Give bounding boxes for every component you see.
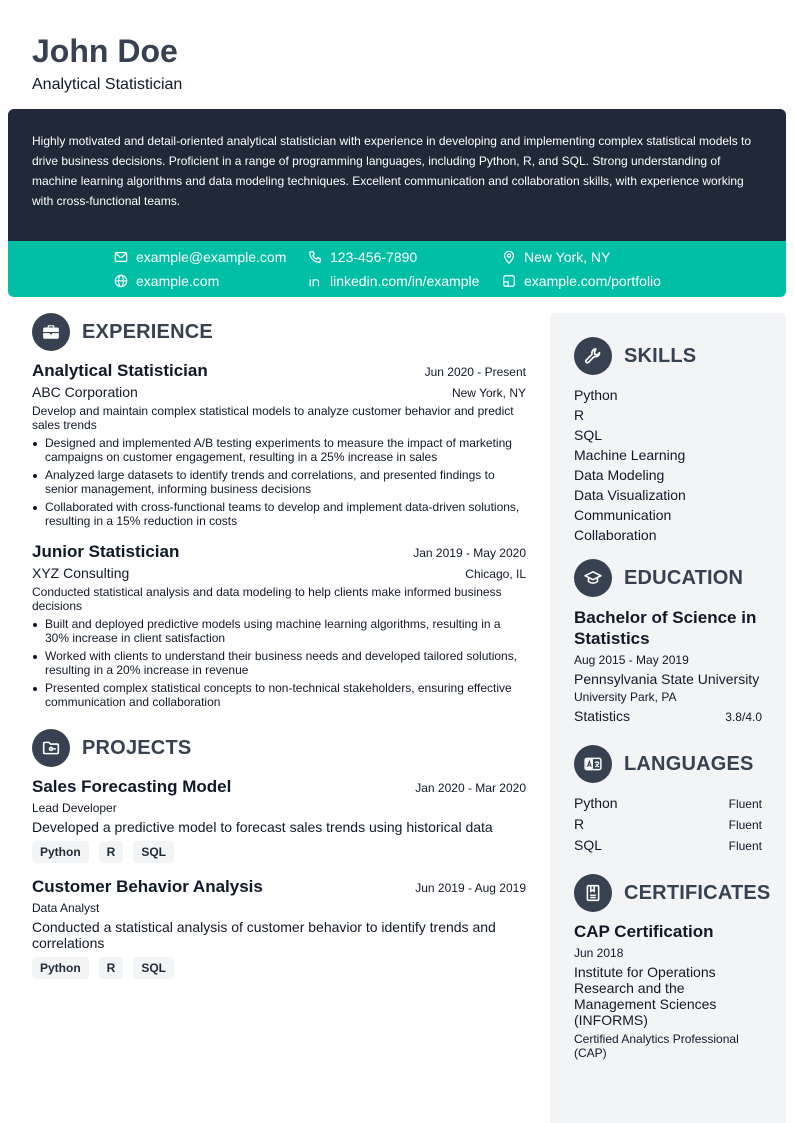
- language-name: SQL: [574, 837, 603, 853]
- project-description: Conducted a statistical analysis of customer behavior to identify trends and correlations: [32, 919, 496, 951]
- skill-item: SQL: [574, 427, 603, 443]
- language-row: [574, 835, 762, 856]
- bullet-item: Worked with clients to understand their business needs and developed tailored solutions, resulting in a 20% increase in revenue: [32, 649, 526, 677]
- briefcase-icon: [42, 323, 60, 341]
- certificate-icon: [584, 884, 602, 902]
- company-location: New York, NY: [451, 386, 526, 400]
- projects-heading: [32, 729, 526, 767]
- project-entry: [32, 877, 526, 979]
- folder-icon: [42, 739, 60, 757]
- project-role: Data Analyst: [32, 901, 100, 915]
- wrench-icon-badge: [574, 337, 612, 375]
- skill-item: Machine Learning: [574, 447, 686, 463]
- tag: SQL: [133, 841, 174, 863]
- project-role: Lead Developer: [32, 801, 117, 815]
- skill-item: Collaboration: [574, 527, 657, 543]
- education-date: Aug 2015 - May 2019: [574, 653, 689, 667]
- contact-bar: [8, 241, 786, 297]
- experience-entry: [32, 361, 526, 528]
- folder-icon-badge: [32, 729, 70, 767]
- person-name: John Doe: [32, 33, 178, 69]
- experience-title-text: Junior Statistician: [32, 542, 180, 561]
- certificate-issuer: Institute for Operations Research and the Management Sciences (INFORMS): [574, 964, 717, 1028]
- project-tags: [32, 841, 526, 863]
- degree: Bachelor of Science in Statistics: [574, 608, 757, 648]
- linkedin-icon: [308, 274, 322, 288]
- certificates-title: CERTIFICATES: [624, 881, 771, 904]
- company-location: Chicago, IL: [465, 567, 526, 581]
- experience-description: Conducted statistical analysis and data modeling to help clients make informed business decisions: [32, 585, 502, 613]
- education-entry: [574, 607, 762, 727]
- experience-date: Jun 2020 - Present: [424, 365, 526, 379]
- project-tags: [32, 957, 526, 979]
- language-name: R: [574, 816, 585, 832]
- skill-item: Python: [574, 387, 618, 403]
- certificate-entry: [574, 922, 762, 1060]
- sidebar-panel: [550, 313, 786, 1123]
- portfolio-icon: [502, 274, 516, 288]
- project-title: Sales Forecasting Model: [32, 777, 232, 796]
- certificate-date: Jun 2018: [574, 946, 624, 960]
- translate-icon-badge: [574, 745, 612, 783]
- experience-title: EXPERIENCE: [82, 320, 213, 343]
- gpa: 3.8/4.0: [725, 710, 762, 724]
- contact-linkedin[interactable]: [308, 271, 479, 291]
- project-description: Developed a predictive model to forecast sales trends using historical data: [32, 819, 493, 835]
- language-row: [574, 814, 762, 835]
- certificate-credential: Certified Analytics Professional (CAP): [574, 1032, 739, 1060]
- language-row: [574, 793, 762, 814]
- map-pin-icon: [502, 250, 516, 264]
- wrench-icon: [584, 347, 602, 365]
- school-location: University Park, PA: [574, 690, 677, 704]
- experience-entry: [32, 542, 526, 709]
- experience-description: Develop and maintain complex statistical models to analyze customer behavior and predict sales trends: [32, 404, 514, 432]
- field-of-study: Statistics: [574, 708, 631, 724]
- skill-item: R: [574, 407, 585, 423]
- company-name: ABC Corporation: [32, 384, 138, 400]
- contact-portfolio[interactable]: [502, 271, 661, 291]
- bullet-item: Collaborated with cross-functional teams to develop and implement data-driven solutions, resulting in a 15% reduction in costs: [32, 500, 526, 528]
- projects-title: PROJECTS: [82, 736, 192, 759]
- language-level: Fluent: [728, 839, 762, 853]
- experience-bullets: [32, 617, 526, 709]
- contact-email[interactable]: [114, 247, 286, 267]
- contact-location: [502, 247, 610, 267]
- phone-icon: [308, 250, 322, 264]
- tag: R: [99, 841, 124, 863]
- experience-title-text: Analytical Statistician: [32, 361, 208, 380]
- project-date: Jun 2019 - Aug 2019: [415, 881, 526, 895]
- certificates-heading: [574, 874, 771, 912]
- resume-header: [32, 32, 182, 94]
- globe-icon: [114, 274, 128, 288]
- language-level: Fluent: [728, 818, 762, 832]
- languages-heading: [574, 745, 762, 783]
- languages-list: [574, 793, 762, 856]
- graduation-cap-icon: [584, 569, 602, 587]
- tag: Python: [32, 841, 89, 863]
- education-title: EDUCATION: [624, 566, 744, 589]
- skills-list: [574, 385, 762, 545]
- email-text: example@example.com: [136, 249, 287, 265]
- contact-phone[interactable]: [308, 247, 417, 267]
- mail-icon: [114, 250, 128, 264]
- education-field-row: [574, 706, 762, 727]
- project-title: Customer Behavior Analysis: [32, 877, 263, 896]
- translate-icon: [584, 755, 602, 773]
- job-title: Analytical Statistician: [32, 76, 183, 93]
- tag: SQL: [133, 957, 174, 979]
- experience-date: Jan 2019 - May 2020: [413, 546, 526, 560]
- bullet-item: Presented complex statistical concepts to non-technical stakeholders, ensuring effective communication and collaboration: [32, 681, 526, 709]
- language-name: Python: [574, 795, 618, 811]
- certificate-title: CAP Certification: [574, 922, 714, 941]
- bullet-item: Designed and implemented A/B testing experiments to measure the impact of marketing campaigns on customer engagement, resulting in a 25% increase in sales: [32, 436, 526, 464]
- tag: R: [99, 957, 124, 979]
- experience-heading: [32, 313, 526, 351]
- certificate-icon-badge: [574, 874, 612, 912]
- skill-item: Data Visualization: [574, 487, 686, 503]
- company-name: XYZ Consulting: [32, 565, 130, 581]
- summary-block: Highly motivated and detail-oriented analytical statistician with experience in developing and implementing complex statistical models to drive business decisions. Proficient in a range of programming languages, including Python, R, and SQL. Strong understanding of machine learning algorithms and data modeling techniques. Excellent communication and collaboration skills, with experience working with cross-functional teams.: [8, 109, 786, 241]
- website-text: example.com: [136, 273, 220, 289]
- contact-website[interactable]: [114, 271, 219, 291]
- project-date: Jan 2020 - Mar 2020: [415, 781, 526, 795]
- graduation-cap-icon-badge: [574, 559, 612, 597]
- school-name: Pennsylvania State University: [574, 671, 760, 687]
- language-level: Fluent: [728, 797, 762, 811]
- tag: Python: [32, 957, 89, 979]
- phone-text: 123-456-7890: [330, 249, 418, 265]
- skills-heading: [574, 337, 762, 375]
- skills-title: SKILLS: [624, 344, 697, 367]
- education-heading: [574, 559, 762, 597]
- briefcase-icon-badge: [32, 313, 70, 351]
- skill-item: Communication: [574, 507, 672, 523]
- languages-title: LANGUAGES: [624, 752, 754, 775]
- location-text: New York, NY: [524, 249, 611, 265]
- bullet-item: Analyzed large datasets to identify trends and correlations, and presented findings to senior management, informing business decisions: [32, 468, 526, 496]
- main-column: [32, 313, 526, 979]
- bullet-item: Built and deployed predictive models using machine learning algorithms, resulting in a 30% increase in client satisfaction: [32, 617, 526, 645]
- skill-item: Data Modeling: [574, 467, 665, 483]
- experience-bullets: [32, 436, 526, 528]
- linkedin-text: linkedin.com/in/example: [330, 273, 480, 289]
- project-entry: [32, 777, 526, 863]
- portfolio-text: example.com/portfolio: [524, 273, 661, 289]
